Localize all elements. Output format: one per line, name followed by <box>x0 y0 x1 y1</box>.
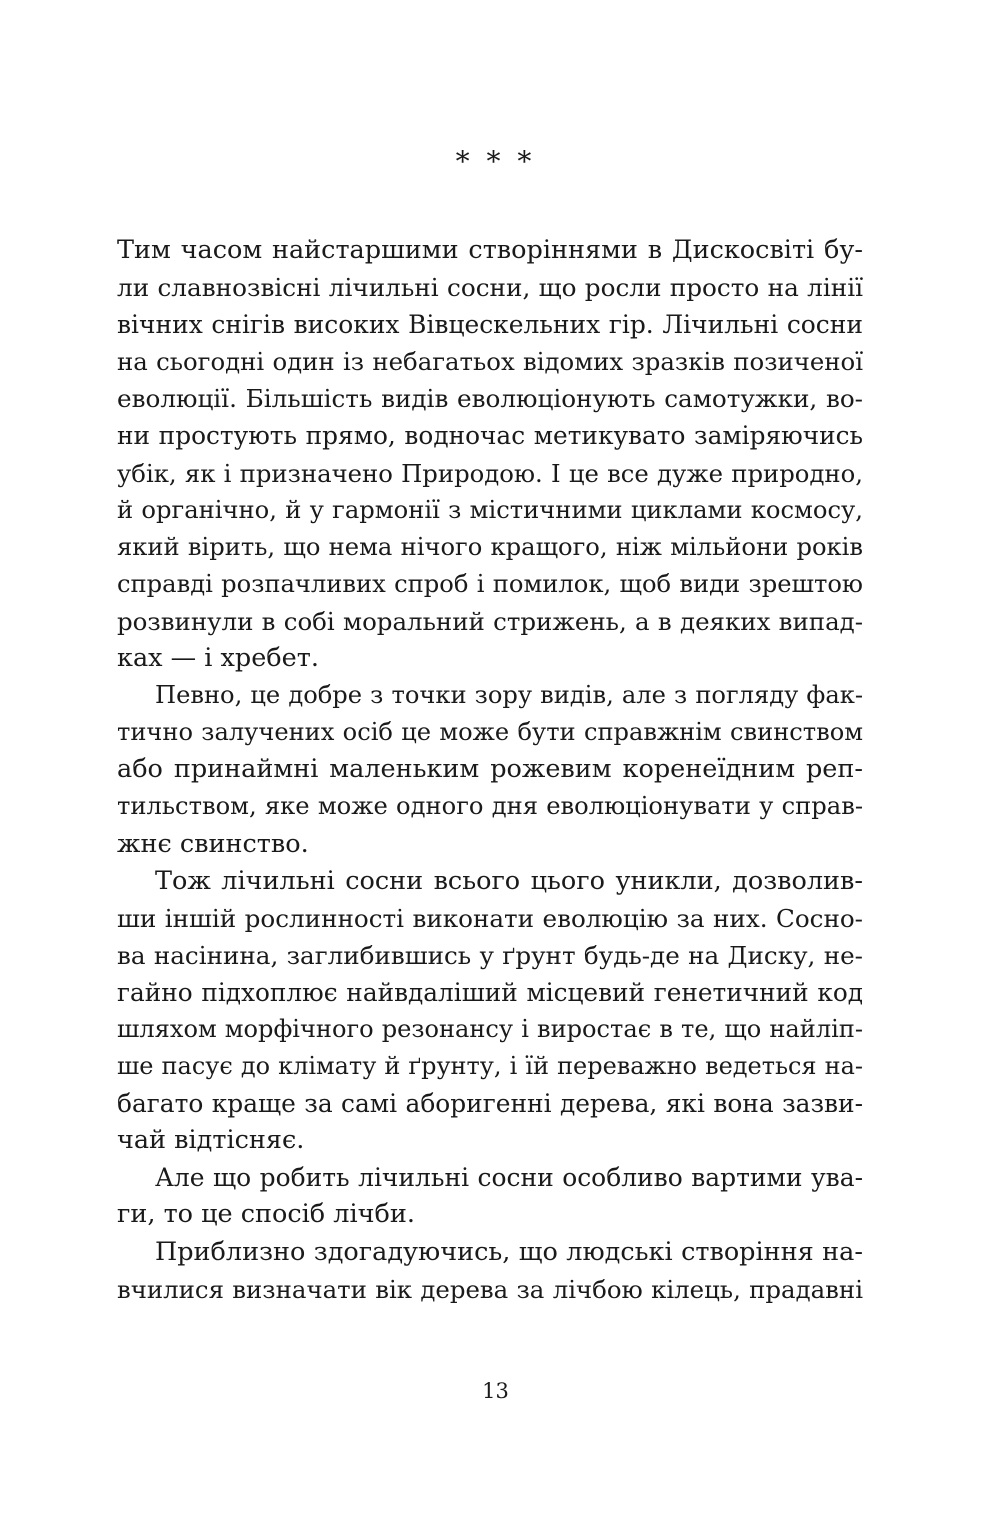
text-line: тично залучених осіб це може бути справжнім свинством <box>117 718 863 747</box>
text-line: ли славнозвісні лічильні сосни, що росли просто на лінії <box>117 273 863 303</box>
text-line: або принаймні маленьким рожевим коренеїдним реп- <box>117 754 863 785</box>
text-line: тильством, яке може одного дня еволюціонувати у справ- <box>117 792 863 821</box>
text-line: шляхом морфічного резонансу і виростає в те, що найліп- <box>117 1014 863 1043</box>
section-separator: * * * <box>455 145 536 178</box>
paragraph-3 <box>117 863 863 1160</box>
text-line: на сьогодні один із небагатьох відомих зразків позиченої <box>117 347 863 377</box>
text-line: справді розпачливих спроб і помилок, щоб види зрештою <box>117 569 863 598</box>
text-line: гайно підхоплює найвдаліший місцевий генетичний код <box>117 977 863 1007</box>
text-line: розвинули в собі моральний стрижень, а в деяких випад- <box>117 606 863 636</box>
text-line: Тож лічильні сосни всього цього уникли, дозволив- <box>155 865 863 896</box>
text-line: який вірить, що нема нічого кращого, ніж мільйони років <box>117 532 863 561</box>
paragraph-4 <box>117 1159 863 1233</box>
text-line: ках — і хребет. <box>117 643 319 674</box>
text-line: еволюції. Більшість видів еволюціонують самотужки, во- <box>117 384 863 414</box>
text-line: й органічно, й у гармонії з містичними циклами космосу, <box>117 495 863 524</box>
text-line: Але що робить лічильні сосни особливо вартими ува- <box>155 1163 863 1193</box>
paragraph-1 <box>117 232 863 677</box>
text-line: убік, як і призначено Природою. І це все дуже природно, <box>117 458 863 488</box>
text-line: Приблизно здогадуючись, що людські створіння на- <box>155 1236 863 1267</box>
text-line: багато краще за самі аборигенні дерева, які вона зазви- <box>117 1089 863 1119</box>
text-line: Певно, це добре з точки зору видів, але з погляду фак- <box>155 681 863 710</box>
text-line: ши іншій рослинності виконати еволюцію за них. Сосно- <box>117 903 863 933</box>
text-line: вчилися визначати вік дерева за лічбою кілець, прадавні <box>117 1274 863 1304</box>
text-line: чай відтісняє. <box>117 1125 305 1156</box>
paragraph-2 <box>117 677 863 862</box>
text-line: ше пасує до клімату й ґрунту, і їй переважно ведеться на- <box>117 1052 863 1081</box>
text-line: вічних снігів високих Вівцескельних гір. Лічильні сосни <box>117 310 863 340</box>
text-line: жнє свинство. <box>117 828 309 859</box>
text-body <box>117 232 863 1308</box>
text-line: Тим часом найстаршими створіннями в Дискосвіті бу- <box>117 235 863 265</box>
paragraph-5 <box>117 1234 863 1308</box>
text-line: ни простують прямо, водночас метикувато заміряючись <box>117 421 863 451</box>
page-number: 13 <box>482 1379 509 1403</box>
text-line: ва насінина, заглибившись у ґрунт будь-де на Диску, не- <box>117 940 863 970</box>
text-line: ги, то це спосіб лічби. <box>117 1199 415 1230</box>
